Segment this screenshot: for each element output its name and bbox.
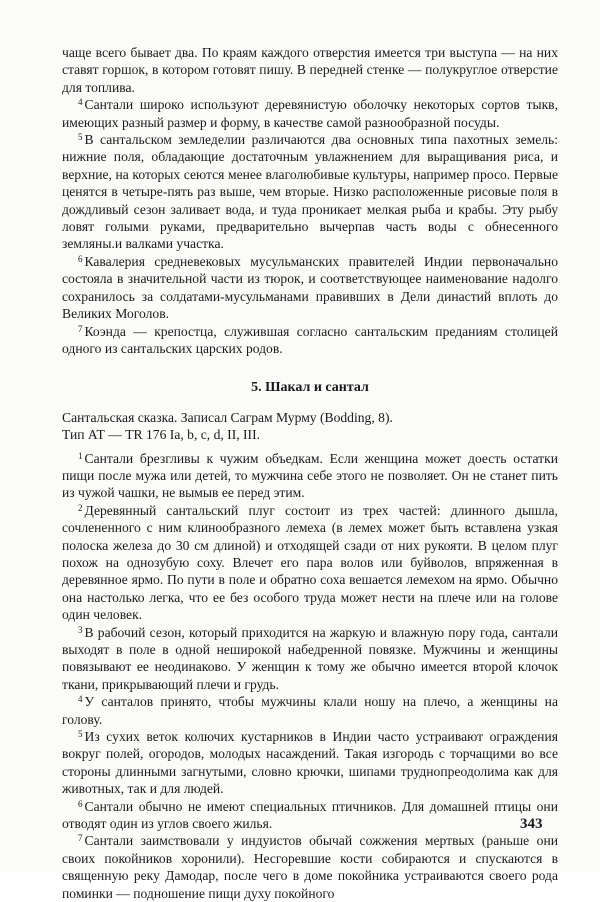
section-heading: 5. Шакал и сантал xyxy=(251,380,369,396)
footnote-number: 5 xyxy=(78,132,83,143)
source-line-2: Тип АТ — TR 176 Ia, b, c, d, II, III. xyxy=(62,427,260,443)
footnote-number: 7 xyxy=(78,833,83,844)
source-line-1: Сантальская сказка. Записал Саграм Мурму (Bodding, 8). xyxy=(62,409,393,425)
footnote-number: 6 xyxy=(78,253,83,264)
footnote-number: 1 xyxy=(78,450,83,461)
footnote-1: $^1$ Сантали брезгливы к чужим объедкам. Если женщина может доесть остатки пищи после мужа или детей, то мужчина себе этого не позволяет. Он не станет пить из чужой чашки, не вымыв ее перед этим. xyxy=(62,450,558,501)
footnote-number: 4 xyxy=(78,97,83,108)
footnote-2: $^2$ Деревянный сантальский плуг состоит из трех частей: длинного дышла, сочлененного с ним клинообразного лемеха (в лемех может быть вставлена узкая полоска железа до 30 см длиной) и отходящей сзади от них рукояти. В целом плуг похож на однозубую соху. Влечет его пара волов или буйволов, впряженная в деревянное ярмо. По пути в поле и обратно соха вешается лемехом на ярмо. Обычно она настолько легка, что ее без особого труда может нести на плече или на голове один человек. xyxy=(62,502,558,623)
footnote-3: $^3$ В рабочий сезон, который приходится на жаркую и влажную пору года, сантали выходят в поле в одной неширокой набедренной повязке. Мужчины и женщины повязывают ее неодинаково. У женщин к тому же обычно имеется второй клочок ткани, прикрывающий плечи и грудь. xyxy=(62,624,558,692)
footnote-continued: чаще всего бывает два. По краям каждого отверстия имеется три выступа — на них ставят горшок, в котором готовят пишу. В передней стенке — полукруглое отверстие для топлива. xyxy=(62,45,558,95)
page-number: 343 xyxy=(520,816,543,832)
source-note xyxy=(62,409,558,444)
footnote-6-top: $^6$ Кавалерия средневековых мусульманских правителей Индии первоначально состояла в значительной части из тюрок, и соответствующее наименование надолго сохранилось за солдатами-мусульманами правивших в Дели династий вплоть до Великих Моголов. xyxy=(62,253,558,322)
footnote-number: 7 xyxy=(78,323,83,334)
footnote-number: 2 xyxy=(78,502,83,513)
text-column xyxy=(62,44,558,902)
footnote-4-top: $^4$ Сантали широко используют деревянистую оболочку некоторых сортов тыкв, имеющих разный размер и форму, в качестве самой разнообразной посуды. xyxy=(62,97,558,130)
footnote-7-top: $^7$ Коэнда — крепостца, служившая согласно сантальским преданиям столицей одного из сантальских царских родов. xyxy=(62,323,558,356)
footnote-number: 4 xyxy=(78,694,83,705)
footnote-5-top: $^5$ В сантальском земледелии различаются два основных типа пахотных земель: нижние поля, обладающие достаточным увлажнением для выращивания риса, и верхние, на которых сеются менее влаголюбивые культуры, например просо. Первые ценятся в четыре-пять раз выше, чем вторые. Низко расположенные рисовые поля в дождливый сезон заливает вода, и туда проникает мелкая рыба и крабы. Эту рыбу ловят голыми руками, предварительно вычерпав часть воды с обнесенного земляны.и валками участка. xyxy=(62,132,558,252)
footnote-7: $^7$ Сантали заимствовали у индуистов обычай сожжения мертвых (раньше они своих покойников хоронили). Несгоревшие кости собираются и спускаются в священную реку Дамодар, после чего в доме покойника устраиваются своего рода поминки — подношение пищи духу покойного xyxy=(62,833,558,901)
footnote-number: 6 xyxy=(78,798,83,809)
footnote-6: $^6$ Сантали обычно не имеют специальных птичников. Для домашней птицы они отводят один из углов своего жилья. xyxy=(62,798,558,832)
footnote-5: $^5$ Из сухих веток колючих кустарников в Индии часто устраивают ограждения вокруг полей, огородов, молодых насаждений. Такая изгородь с торчащими во все стороны длинными загнутыми, словно крючки, шипами труднопреодолима как для животных, так и для людей. xyxy=(62,729,558,797)
footnote-number: 3 xyxy=(78,624,83,635)
footnote-4: $^4$ У санталов принято, чтобы мужчины клали ношу на плечо, а женщины на голову. xyxy=(62,694,558,727)
footnote-number: 5 xyxy=(78,729,83,740)
